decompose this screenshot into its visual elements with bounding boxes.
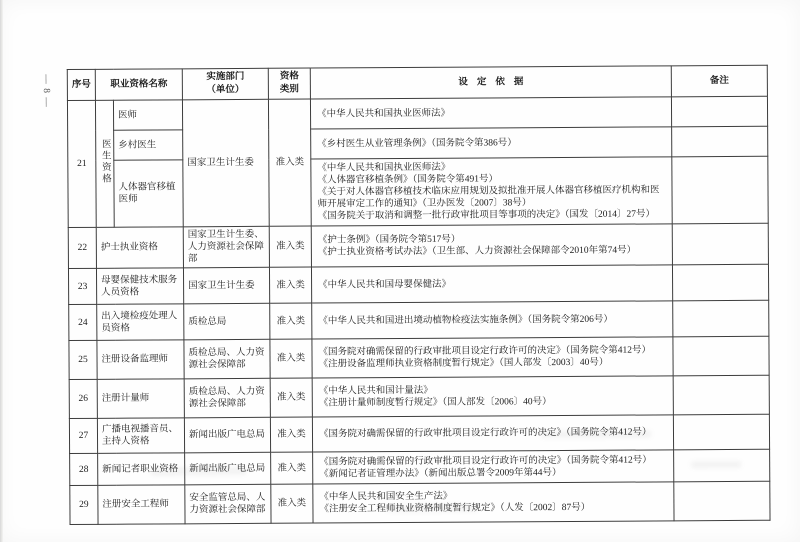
category: 准入类 xyxy=(271,484,313,523)
col-header-dept-line2: （单位） xyxy=(206,84,245,96)
qualification-name: 医师 xyxy=(113,100,182,130)
department: 质检总局、人力资源社会保障部 xyxy=(184,378,270,418)
qualification-name: 新闻记者职业资格 xyxy=(98,453,185,486)
department: 国家卫生计生委 xyxy=(183,267,269,304)
basis-line: 《中华人民共和国进出境动植物检疫法实施条例》（国务院令第206号） xyxy=(318,314,613,326)
department: 质检总局、人力资源社会保障部 xyxy=(184,339,270,379)
row-number: 27 xyxy=(69,418,97,453)
category: 准入类 xyxy=(270,339,312,378)
department: 新闻出版广电总局 xyxy=(185,452,271,485)
basis-cell xyxy=(312,337,673,378)
page-number: — 8 — xyxy=(40,74,51,108)
remark-cell xyxy=(672,264,768,301)
table-row xyxy=(69,336,769,379)
basis-cell xyxy=(310,97,671,129)
remark-cell xyxy=(672,223,768,265)
col-header-category-line1: 资格 xyxy=(279,71,299,82)
category: 准入类 xyxy=(269,267,311,303)
qualification-name: 注册设备监理师 xyxy=(97,340,184,380)
basis-line: 《注册计量师制度暂行规定》（国人部发〔2006〕40号） xyxy=(318,397,552,409)
qualification-name: 注册计量师 xyxy=(97,379,184,419)
category: 准入类 xyxy=(270,417,312,452)
qualification-name: 人体器官移植医师 xyxy=(114,160,183,227)
department: 国家卫生计生委 xyxy=(182,99,269,227)
basis-line: 《护士执业资格考试办法》（卫生部、人力资源社会保障部令2010年第74号） xyxy=(317,245,637,258)
group-label-cell xyxy=(95,100,114,227)
basis-line: 《中华人民共和国母婴保健法》 xyxy=(318,279,452,291)
department: 质检总局 xyxy=(184,303,270,340)
col-header-dept-line1: 实施部门 xyxy=(206,71,245,83)
qualification-name: 母婴保健技术服务人员资格 xyxy=(96,268,183,305)
basis-line: 《国务院关于取消和调整一批行政审批项目等事项的决定》（国发〔2014〕27号） xyxy=(317,209,655,222)
basis-cell xyxy=(311,127,672,159)
row-number: 23 xyxy=(68,268,96,304)
col-header-remark: 备注 xyxy=(671,65,767,97)
row-number: 28 xyxy=(70,453,98,485)
row-number: 22 xyxy=(68,227,96,268)
basis-cell xyxy=(313,482,674,523)
table-row xyxy=(68,156,768,227)
scan-artifact xyxy=(691,461,741,468)
department: 国家卫生计生委、人力资源社会保障部 xyxy=(183,226,269,268)
remark-cell xyxy=(672,126,768,157)
basis-line: 《中华人民共和国安全生产法》 xyxy=(319,491,453,503)
basis-line: 《乡村医生从业管理条例》（国务院令第386号） xyxy=(317,137,517,150)
col-header-basis: 设定依据 xyxy=(310,66,671,99)
department: 安全监管总局、人力资源社会保障部 xyxy=(185,484,271,524)
basis-cell xyxy=(313,450,674,484)
remark-cell xyxy=(673,336,769,376)
category: 准入类 xyxy=(270,378,312,417)
table-row xyxy=(69,414,769,453)
basis-line: 《国务院对确需保留的行政审批项目设定行政许可的决定》（国务院令第412号） xyxy=(318,345,652,358)
remark-cell xyxy=(673,414,769,450)
table-row xyxy=(68,126,768,160)
basis-line: 《中华人民共和国执业医师法》 xyxy=(317,108,451,120)
table-row xyxy=(70,481,770,524)
col-header-name: 职业资格名称 xyxy=(95,69,182,101)
remark-cell xyxy=(671,96,767,127)
col-header-category xyxy=(268,68,310,99)
table-row xyxy=(69,375,769,418)
qualification-table xyxy=(67,65,771,525)
basis-line: 《国务院对确需保留的行政审批项目设定行政许可的决定》（国务院令第412号） xyxy=(318,427,652,440)
row-number: 29 xyxy=(70,485,98,524)
basis-cell xyxy=(311,157,672,226)
remark-cell xyxy=(674,481,770,521)
basis-line: 《中华人民共和国执业医师法》 xyxy=(317,162,451,174)
qualification-name: 护士执业资格 xyxy=(96,227,183,269)
col-header-category-line2: 类别 xyxy=(279,84,299,95)
table-row xyxy=(67,96,767,130)
basis-line: 《注册安全工程师执业资格制度暂行规定》（人发〔2002〕87号） xyxy=(319,502,591,515)
category: 准入类 xyxy=(269,226,311,267)
col-header-dept xyxy=(182,68,268,100)
category: 准入类 xyxy=(270,303,312,339)
row-number: 24 xyxy=(69,304,97,340)
remark-cell xyxy=(673,300,769,337)
row-number: 21 xyxy=(67,100,96,227)
basis-cell xyxy=(311,224,672,267)
group-label: 医生资格 xyxy=(99,138,110,185)
qualification-name: 广播电视播音员、主持人资格 xyxy=(97,418,184,454)
row-number: 26 xyxy=(69,379,97,418)
basis-cell xyxy=(312,301,673,339)
qualification-name: 乡村医生 xyxy=(114,130,183,160)
table-row xyxy=(68,264,768,304)
scan-artifact xyxy=(541,430,651,438)
scan-artifact xyxy=(151,467,246,476)
col-header-no: 序号 xyxy=(67,69,95,100)
basis-line: 《人体器官移植条例》（国务院令第491号） xyxy=(317,174,499,186)
department: 新闻出版广电总局 xyxy=(184,417,270,453)
qualification-name: 出入境检疫处理人员资格 xyxy=(97,304,184,341)
basis-line: 《注册设备监理师执业资格制度暂行规定》（国人部发〔2003〕40号） xyxy=(318,357,609,370)
header-row xyxy=(67,65,767,100)
qualification-name: 注册安全工程师 xyxy=(98,485,185,525)
remark-cell xyxy=(673,375,769,415)
table-row xyxy=(68,223,768,268)
category: 准入类 xyxy=(271,452,313,484)
table-row xyxy=(69,300,769,340)
basis-line: 《关于对人体器官移植技术临床应用规划及拟批准开展人体器官移植医疗机构和医师开展审定工作的通知》（卫办医发〔2007〕38号） xyxy=(317,185,660,210)
category: 准入类 xyxy=(268,99,311,226)
basis-line: 《新闻记者证管理办法》（新闻出版总署令2009年第44号） xyxy=(319,467,562,479)
basis-line: 《护士条例》（国务院令第517号） xyxy=(317,234,461,246)
row-number: 25 xyxy=(69,340,97,379)
scan-artifact xyxy=(387,505,477,513)
basis-cell xyxy=(311,265,672,303)
basis-line: 《中华人民共和国计量法》 xyxy=(318,385,433,397)
remark-cell xyxy=(672,156,768,224)
basis-line: 《国务院对确需保留的行政审批项目设定行政许可的决定》（国务院令第412号） xyxy=(319,454,652,467)
basis-cell xyxy=(312,376,673,417)
